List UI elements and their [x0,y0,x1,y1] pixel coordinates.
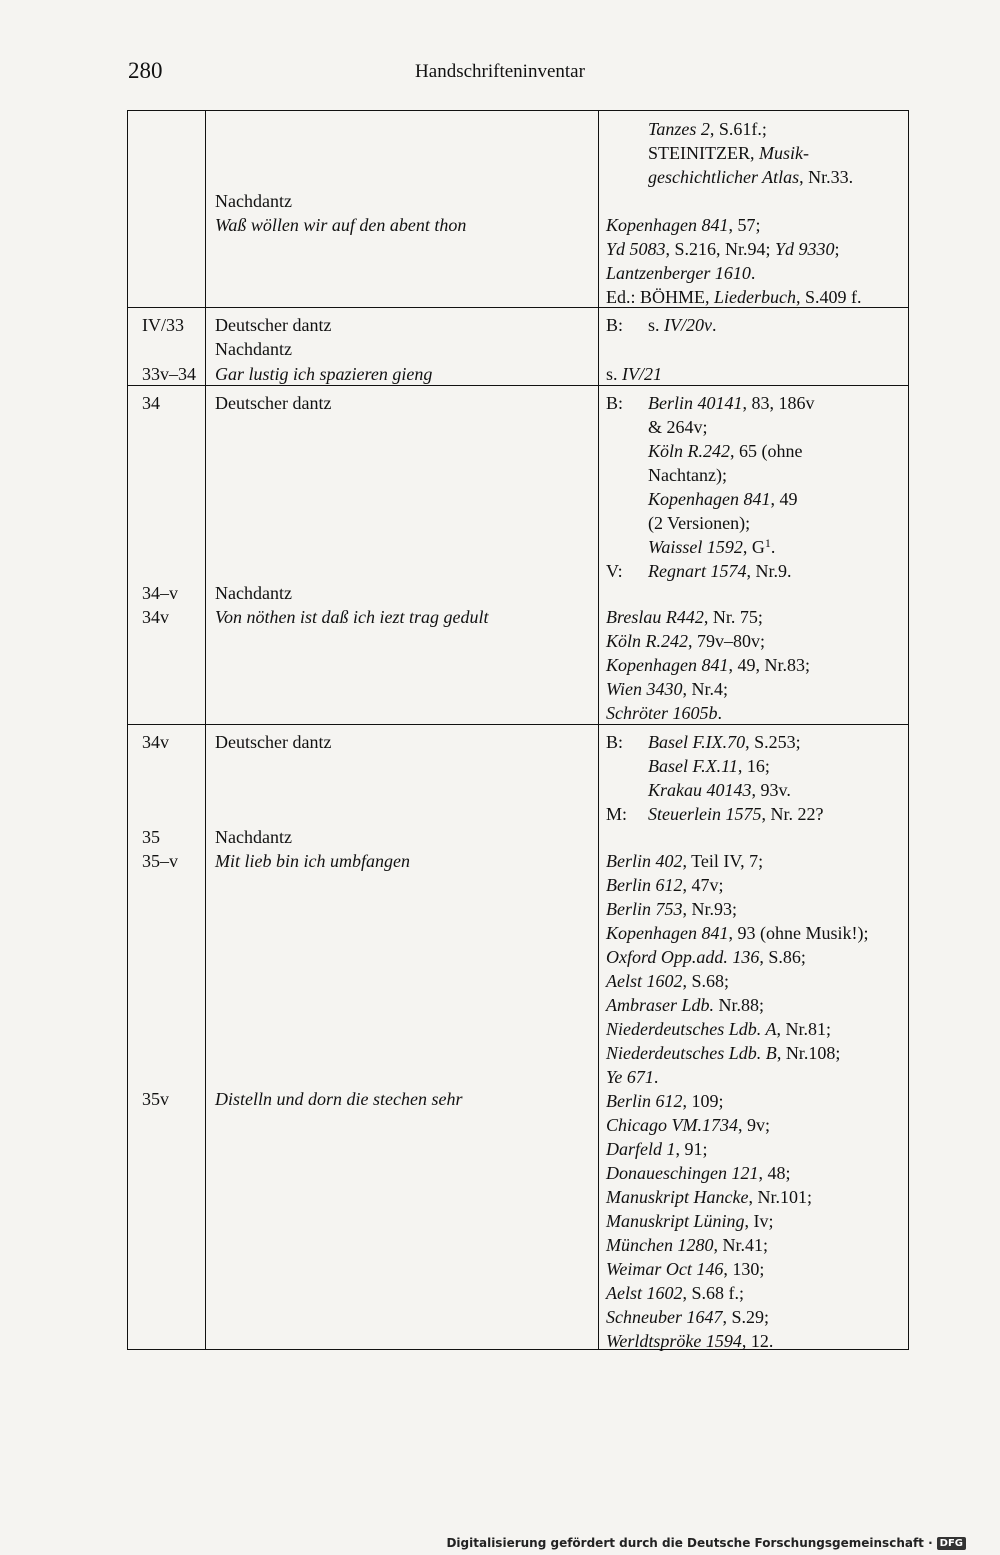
text-run: Musik- [758,143,809,163]
text-run: , S.68; [682,971,730,991]
text-run: , 57; [728,215,761,235]
text-run: 34 [142,393,160,413]
text-run: Ed.: BÖHME, [606,287,714,307]
source-cell [648,313,717,337]
text-run: Lantzenberger 1610 [606,263,751,283]
text-run: Basel F.X.11 [648,756,738,776]
source-cell [606,1305,769,1329]
title-cell [215,213,466,237]
text-run: , 93 (ohne Musik!); [728,923,869,943]
source-cell [606,945,806,969]
text-run: Nachdantz [215,191,292,211]
text-run: Distelln und dorn die stechen sehr [215,1089,463,1109]
source-cell [606,897,737,921]
text-run: , G [742,537,765,557]
text-run: , S.216, Nr.94; [665,239,776,259]
text-run: , Iv; [744,1211,774,1231]
text-run: B: [606,732,624,752]
source-cell [606,559,623,583]
text-run: . [750,263,756,283]
text-run: Chicago VM.1734 [606,1115,738,1135]
source-cell [648,439,803,463]
source-cell [648,535,775,559]
source-cell [606,921,868,945]
text-run: Nr.88; [714,995,765,1015]
source-cell [606,1017,831,1041]
text-run: Krakau 40143 [648,780,752,800]
title-cell [215,730,331,754]
text-run: & 264v; [648,417,708,437]
text-run: Niederdeutsches Ldb. B [606,1043,777,1063]
folio-cell [142,1087,169,1111]
text-run: , 16; [737,756,770,776]
text-run: Köln R.242 [648,441,731,461]
source-cell [606,261,755,285]
text-run: V: [606,561,623,581]
source-cell [606,285,862,309]
text-run: B: [606,393,624,413]
text-run: , 12. [741,1331,774,1351]
text-run: , Nr.4; [682,679,729,699]
source-cell [606,849,763,873]
text-run: Mit lieb bin ich umbfangen [215,851,410,871]
folio-cell [142,362,196,386]
source-cell [648,117,767,141]
text-run: Ye 671 [606,1067,654,1087]
text-run: IV/21 [622,364,663,384]
text-run: , Nr.9. [746,561,792,581]
source-cell [606,701,722,725]
source-cell [648,165,853,189]
text-run: Tanzes 2 [648,119,710,139]
text-run: 34–v [142,583,178,603]
text-run: Kopenhagen 841 [606,655,729,675]
text-run: Deutscher dantz [215,732,332,752]
source-cell [606,802,627,826]
footer-text: Digitalisierung gefördert durch die Deutsche Forschungsgemeinschaft · [446,1536,933,1550]
text-run: 35–v [142,851,178,871]
source-cell [648,778,791,802]
text-run: Deutscher dantz [215,315,332,335]
column-divider-2 [598,111,599,1349]
source-cell [606,1113,770,1137]
source-cell [606,237,840,261]
text-run: , 91; [675,1139,708,1159]
text-run: , 109; [682,1091,724,1111]
text-run: STEINITZER, [648,143,759,163]
text-run: , S.86; [759,947,806,967]
text-run: Niederdeutsches Ldb. A [606,1019,777,1039]
text-run: Werldtspröke 1594 [606,1331,742,1351]
folio-cell [142,730,169,754]
text-run: Darfeld 1 [606,1139,676,1159]
folio-cell [142,313,184,337]
text-run: 33v–34 [142,364,196,384]
source-cell [648,141,809,165]
text-run: , Nr.101; [748,1187,812,1207]
text-run: , 47v; [682,875,724,895]
text-run: Deutscher dantz [215,393,332,413]
folio-cell [142,849,178,873]
text-run: Kopenhagen 841 [648,489,771,509]
text-run: , S.61f.; [709,119,767,139]
source-cell [648,754,770,778]
title-cell [215,1087,462,1111]
folio-cell [142,391,160,415]
source-cell [606,1041,840,1065]
source-cell [606,605,763,629]
source-cell [606,1137,708,1161]
source-cell [648,391,815,415]
text-run: Basel F.IX.70 [648,732,746,752]
text-run: Kopenhagen 841 [606,923,729,943]
text-run: Gar lustig ich spazieren gieng [215,364,433,384]
text-run: Von nöthen ist daß ich iezt trag gedult [215,607,489,627]
text-run: 1 [764,536,771,550]
source-cell [606,873,724,897]
source-cell [648,730,801,754]
text-run: Donaueschingen 121 [606,1163,759,1183]
text-run: 35v [142,1089,169,1109]
text-run: , 9v; [738,1115,771,1135]
source-cell [606,213,761,237]
text-run: , Nr. 75; [703,607,763,627]
text-run: Breslau R442 [606,607,704,627]
text-run: Ambraser Ldb. [606,995,715,1015]
source-cell [606,969,729,993]
text-run: s. [648,315,665,335]
text-run: , S.409 f. [795,287,862,307]
text-run: Aelst 1602 [606,1283,683,1303]
text-run: , 79v–80v; [688,631,766,651]
source-cell [606,1161,791,1185]
title-cell [215,849,410,873]
title-cell [215,189,292,213]
text-run: Yd 5083 [606,239,666,259]
title-cell [215,605,488,629]
text-run: Nachtanz); [648,465,727,485]
source-cell [648,463,727,487]
page-number: 280 [128,58,163,83]
text-run: . [717,703,722,723]
text-run: , Nr.93; [682,899,738,919]
source-cell [606,1065,658,1089]
text-run: , Nr.108; [776,1043,841,1063]
source-cell [648,511,750,535]
source-cell [606,629,765,653]
text-run: Schröter 1605b [606,703,718,723]
inventory-table [127,110,909,1350]
text-run: Nachdantz [215,339,292,359]
text-run: . [712,315,717,335]
text-run: ; [834,239,840,259]
source-cell [606,391,623,415]
source-cell [606,653,810,677]
text-run: Köln R.242 [606,631,689,651]
text-run: Berlin 402 [606,851,683,871]
source-cell [606,1089,724,1113]
text-run: 35 [142,827,160,847]
source-cell [648,487,797,511]
folio-cell [142,581,178,605]
title-cell [215,313,331,337]
text-run: Berlin 40141 [648,393,743,413]
text-run: Berlin 612 [606,1091,683,1111]
text-run: , 65 (ohne [730,441,803,461]
source-cell [606,1281,744,1305]
text-run: Nachdantz [215,827,292,847]
text-run: Regnart 1574 [648,561,747,581]
text-run: (2 Versionen); [648,513,751,533]
source-cell [606,1209,774,1233]
title-cell [215,581,292,605]
source-cell [606,1185,812,1209]
text-run: Manuskript Hancke [606,1187,749,1207]
source-cell [606,362,662,386]
source-cell [606,1257,764,1281]
text-run: , S.29; [722,1307,769,1327]
folio-cell [142,605,169,629]
text-run: , 83, 186v [742,393,815,413]
source-cell [648,802,823,826]
text-run: Oxford Opp.add. 136 [606,947,760,967]
source-cell [606,1329,773,1353]
column-divider-1 [205,111,206,1349]
dfg-logo: DFG [937,1537,966,1550]
text-run: s. [606,364,623,384]
source-cell [606,313,623,337]
text-run: Berlin 612 [606,875,683,895]
text-run: Nachdantz [215,583,292,603]
text-run: Steuerlein 1575 [648,804,762,824]
text-run: Berlin 753 [606,899,683,919]
title-cell [215,825,292,849]
text-run: Wien 3430 [606,679,683,699]
text-run: , Nr. 22? [761,804,824,824]
text-run: IV/20v [664,315,712,335]
text-run: 34v [142,607,169,627]
text-run: Schneuber 1647 [606,1307,723,1327]
source-cell [606,993,764,1017]
folio-cell [142,825,160,849]
text-run: , 130; [723,1259,765,1279]
source-cell [606,677,728,701]
text-run: , Nr.41; [713,1235,768,1255]
text-run: , 93v. [751,780,791,800]
text-run: 34v [142,732,169,752]
text-run: Aelst 1602 [606,971,683,991]
text-run: Kopenhagen 841 [606,215,729,235]
source-cell [606,1233,768,1257]
source-cell [648,559,792,583]
text-run: Waissel 1592 [648,537,743,557]
title-cell [215,337,292,361]
text-run: . [770,537,776,557]
text-run: , Nr.81; [776,1019,831,1039]
row-divider [128,724,908,725]
text-run: , 49 [770,489,798,509]
text-run: , Nr.33. [799,167,854,187]
text-run: Manuskript Lüning [606,1211,745,1231]
text-run: IV/33 [142,315,184,335]
text-run: , S.68 f.; [682,1283,745,1303]
text-run: München 1280 [606,1235,714,1255]
text-run: M: [606,804,628,824]
footer-credit [446,1536,966,1550]
text-run: , 49, Nr.83; [728,655,810,675]
text-run: Liederbuch [714,287,796,307]
running-head: Handschrifteninventar [415,61,585,82]
text-run: Yd 9330 [775,239,835,259]
source-cell [606,730,623,754]
text-run: , 48; [758,1163,791,1183]
text-run: . [653,1067,659,1087]
text-run: B: [606,315,624,335]
title-cell [215,362,432,386]
title-cell [215,391,331,415]
text-run: Waß wöllen wir auf den abent thon [215,215,467,235]
text-run: , Teil IV, 7; [682,851,764,871]
text-run: geschichtlicher Atlas [648,167,800,187]
source-cell [648,415,708,439]
text-run: Weimar Oct 146 [606,1259,724,1279]
text-run: , S.253; [745,732,801,752]
